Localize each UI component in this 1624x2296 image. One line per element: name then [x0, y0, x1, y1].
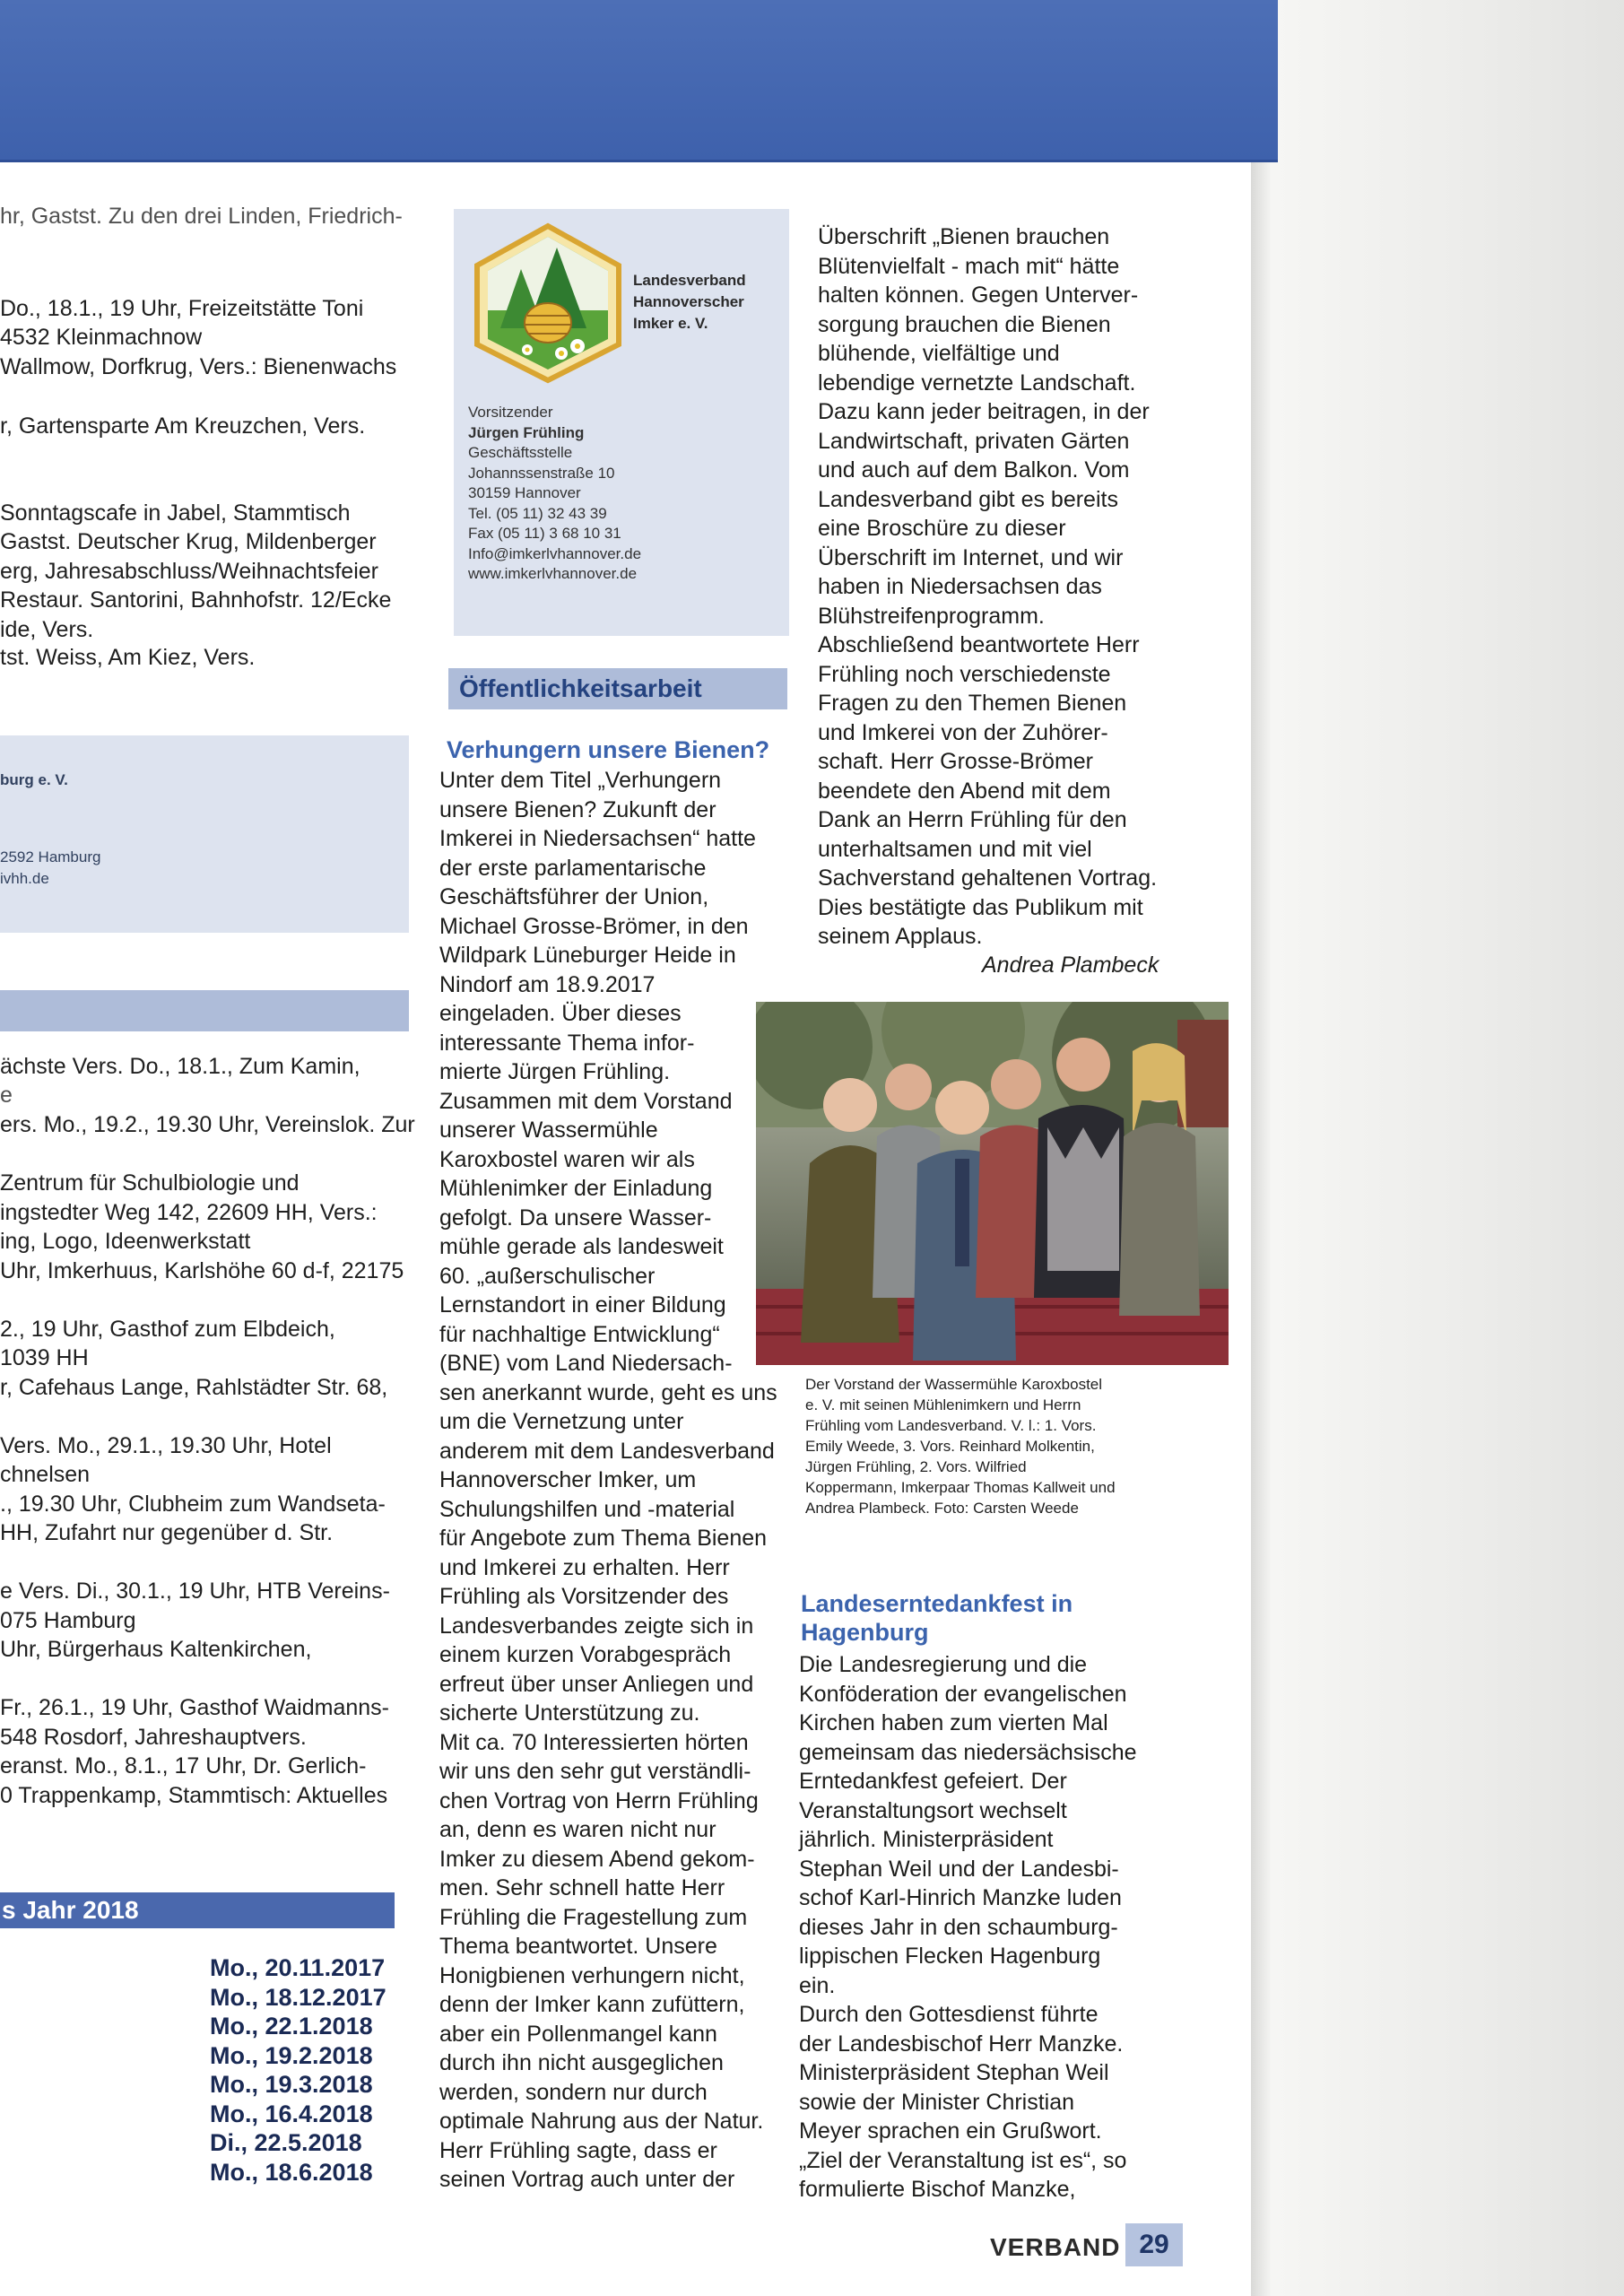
- section-bar: [0, 990, 409, 1031]
- body-line: halten können. Gegen Unterver-: [818, 283, 1139, 308]
- association-name: burg e. V.: [0, 771, 68, 788]
- address-line: 2592 Hamburg: [0, 848, 101, 865]
- body-line: und Imkerei zu erhalten. Herr: [439, 1554, 730, 1580]
- body-line: Mit ca. 70 Interessierten hörten: [439, 1729, 749, 1755]
- body-line: für Angebote zum Thema Bienen: [439, 1526, 768, 1551]
- association-info-box: [0, 735, 409, 933]
- page-number: 29: [1125, 2223, 1183, 2266]
- event-line: 548 Rosdorf, Jahreshauptvers.: [0, 1725, 307, 1750]
- article-body-col2: [818, 222, 1157, 952]
- body-line: 60. „außerschulischer: [439, 1263, 656, 1289]
- event-line: 0 Trappenkamp, Stammtisch: Aktuelles: [0, 1783, 388, 1808]
- body-line: lebendige vernetzte Landschaft.: [818, 370, 1136, 396]
- body-line: Landwirtschaft, privaten Gärten: [818, 428, 1130, 454]
- page-gutter-shadow: [1251, 0, 1624, 2296]
- body-line: Abschließend beantwortete Herr: [818, 632, 1140, 657]
- body-line: Landesverband gibt es bereits: [818, 486, 1118, 512]
- event-line: Uhr, Bürgerhaus Kaltenkirchen,: [0, 1637, 312, 1662]
- meeting-dates-list: [210, 1953, 398, 2187]
- event-line: Vers. Mo., 29.1., 19.30 Uhr, Hotel: [0, 1433, 332, 1458]
- body-line: Honigbienen verhungern nicht,: [439, 1962, 745, 1988]
- meeting-date: Mo., 16.4.2018: [210, 2100, 373, 2127]
- body-line: Ministerpräsident Stephan Weil: [799, 2060, 1109, 2085]
- section-header: [448, 668, 787, 709]
- year-schedule-bar: s Jahr 2018: [0, 1892, 395, 1928]
- meeting-date: Di., 22.5.2018: [210, 2129, 362, 2156]
- event-line: hr, Gastst. Zu den drei Linden, Friedrich-: [0, 204, 403, 229]
- event-line: ächste Vers. Do., 18.1., Zum Kamin,: [0, 1054, 360, 1079]
- article-title-line: Hagenburg: [801, 1619, 929, 1646]
- event-line: 075 Hamburg: [0, 1608, 136, 1633]
- body-line: „Ziel der Veranstaltung ist es“, so: [799, 2147, 1127, 2173]
- body-line: jährlich. Ministerpräsident: [799, 1827, 1054, 1852]
- address-line: ivhh.de: [0, 870, 49, 887]
- contact-line: Johannssenstraße 10: [468, 464, 615, 482]
- body-line: Hannoverscher Imker, um: [439, 1467, 697, 1492]
- body-line: Blühstreifenprogramm.: [818, 603, 1045, 629]
- event-line: 1039 HH: [0, 1345, 89, 1370]
- contact-role: Vorsitzender: [468, 404, 553, 421]
- contact-details: [468, 403, 641, 585]
- event-line: HH, Zufahrt nur gegenüber d. Str.: [0, 1520, 334, 1545]
- article-author: Andrea Plambeck: [982, 952, 1159, 978]
- contact-name: Jürgen Frühling: [468, 423, 585, 441]
- meeting-date: Mo., 19.2.2018: [210, 2041, 373, 2069]
- body-line: haben in Niedersachsen das: [818, 574, 1102, 599]
- body-line: Überschrift „Bienen brauchen: [818, 224, 1110, 249]
- body-line: mühle gerade als landesweit: [439, 1234, 724, 1259]
- body-line: Zusammen mit dem Vorstand: [439, 1088, 733, 1114]
- event-line: ers. Mo., 19.2., 19.30 Uhr, Vereinslok. Zur: [0, 1112, 415, 1137]
- caption-line: Frühling vom Landesverband. V. l.: 1. Vors.: [805, 1417, 1097, 1434]
- event-line: ingstedter Weg 142, 22609 HH, Vers.:: [0, 1200, 378, 1225]
- body-line: eingeladen. Über dieses: [439, 1001, 682, 1026]
- body-line: Blütenvielfalt - mach mit“ hätte: [818, 253, 1120, 279]
- event-line: chnelsen: [0, 1462, 91, 1487]
- body-line: Sachverstand gehaltenen Vortrag.: [818, 865, 1158, 891]
- body-line: Durch den Gottesdienst führte: [799, 2002, 1099, 2027]
- event-line: r, Cafehaus Lange, Rahlstädter Str. 68,: [0, 1375, 388, 1400]
- body-line: sen anerkannt wurde, geht es uns: [439, 1379, 777, 1405]
- body-line: der Landesbischof Herr Manzke.: [799, 2031, 1124, 2057]
- contact-line: 30159 Hannover: [468, 484, 581, 501]
- article-title: Verhungern unsere Bienen?: [447, 736, 770, 763]
- caption-line: Emily Weede, 3. Vors. Reinhard Molkentin,: [805, 1438, 1095, 1455]
- body-line: Veranstaltungsort wechselt: [799, 1797, 1067, 1823]
- caption-line: Andrea Plambeck. Foto: Carsten Weede: [805, 1500, 1079, 1517]
- body-line: Schulungshilfen und -material: [439, 1496, 735, 1522]
- event-line: e Vers. Di., 30.1., 19 Uhr, HTB Vereins-: [0, 1578, 390, 1604]
- contact-line: Geschäftsstelle: [468, 444, 573, 461]
- meeting-date: Mo., 18.12.2017: [210, 1983, 386, 2011]
- event-line: Sonntagscafe in Jabel, Stammtisch: [0, 500, 351, 526]
- body-line: aber ein Pollenmangel kann: [439, 2021, 717, 2047]
- event-line: Gastst. Deutscher Krug, Mildenberger: [0, 529, 377, 554]
- body-line: Erntedankfest gefeiert. Der: [799, 1769, 1067, 1794]
- body-line: seinem Applaus.: [818, 924, 983, 949]
- event-line: Zentrum für Schulbiologie und: [0, 1170, 300, 1196]
- org-name-line: Hannoverscher: [633, 293, 744, 310]
- event-line: tst. Weiss, Am Kiez, Vers.: [0, 645, 256, 670]
- meeting-date: Mo., 20.11.2017: [210, 1954, 386, 1981]
- group-photo: [756, 1002, 1229, 1365]
- body-line: schaft. Herr Grosse-Brömer: [818, 749, 1094, 774]
- body-line: Meyer sprachen ein Grußwort.: [799, 2118, 1102, 2144]
- event-line: erg, Jahresabschluss/Weihnachtsfeier: [0, 559, 378, 584]
- body-line: Dank an Herrn Frühling für den: [818, 807, 1127, 832]
- body-line: einem kurzen Vorabgespräch: [439, 1642, 732, 1667]
- section-label: VERBAND: [990, 2233, 1121, 2261]
- body-line: ein.: [799, 1972, 836, 1998]
- body-line: chen Vortrag von Herrn Frühling: [439, 1787, 759, 1813]
- beekeepers-logo-icon: [472, 222, 624, 384]
- body-line: denn der Imker kann zufüttern,: [439, 1992, 745, 2017]
- body-line: unsere Bienen? Zukunft der: [439, 796, 716, 822]
- article-title: [801, 1589, 1073, 1647]
- body-line: lippischen Flecken Hagenburg: [799, 1944, 1101, 1969]
- body-line: Karoxbostel waren wir als: [439, 1146, 695, 1172]
- body-line: Frühling noch verschiedenste: [818, 661, 1111, 687]
- body-line: Stephan Weil und der Landesbi-: [799, 1856, 1119, 1882]
- event-line: 2., 19 Uhr, Gasthof zum Elbdeich,: [0, 1317, 335, 1342]
- event-line: ing, Logo, Ideenwerkstatt: [0, 1229, 251, 1254]
- event-line: 4532 Kleinmachnow: [0, 325, 203, 350]
- body-line: Mühlenimker der Einladung: [439, 1176, 713, 1201]
- body-line: Landesverbandes zeigte sich in: [439, 1613, 754, 1639]
- page-edge: [1251, 0, 1271, 2296]
- body-line: und Imkerei von der Zuhörer-: [818, 719, 1108, 745]
- meeting-date: Mo., 18.6.2018: [210, 2158, 373, 2186]
- contact-box: [454, 209, 789, 636]
- body-line: um die Vernetzung unter: [439, 1409, 684, 1434]
- contact-website[interactable]: www.imkerlvhannover.de: [468, 565, 638, 582]
- caption-line: Jürgen Frühling, 2. Vors. Wilfried: [805, 1458, 1027, 1475]
- body-line: erfreut über unser Anliegen und: [439, 1671, 754, 1697]
- event-line: ., 19.30 Uhr, Clubheim zum Wandseta-: [0, 1492, 386, 1517]
- event-line: Fr., 26.1., 19 Uhr, Gasthof Waidmanns-: [0, 1695, 389, 1720]
- body-line: Überschrift im Internet, und wir: [818, 544, 1124, 570]
- body-line: schof Karl-Hinrich Manzke luden: [799, 1885, 1122, 1910]
- body-line: wir uns den sehr gut verständli-: [439, 1759, 751, 1784]
- body-line: formulierte Bischof Manzke,: [799, 2177, 1076, 2202]
- body-line: Herr Frühling sagte, dass er: [439, 2137, 717, 2163]
- body-line: Unter dem Titel „Verhungern: [439, 768, 722, 793]
- meeting-date: Mo., 19.3.2018: [210, 2071, 373, 2098]
- body-line: durch ihn nicht ausgeglichen: [439, 2050, 724, 2075]
- body-line: Kirchen haben zum vierten Mal: [799, 1710, 1108, 1735]
- body-line: der erste parlamentarische: [439, 855, 707, 881]
- body-line: Frühling als Vorsitzender des: [439, 1584, 729, 1609]
- header-color-band: [0, 0, 1278, 162]
- body-line: Thema beantwortet. Unsere: [439, 1934, 717, 1959]
- body-line: gefolgt. Da unsere Wasser-: [439, 1205, 712, 1231]
- body-line: Imker zu diesem Abend gekom-: [439, 1846, 755, 1872]
- article2-body: [799, 1650, 1137, 2205]
- event-line: r, Gartensparte Am Kreuzchen, Vers.: [0, 413, 366, 439]
- body-line: an, denn es waren nicht nur: [439, 1817, 716, 1842]
- org-name-line: Imker e. V.: [633, 315, 708, 332]
- body-line: Nindorf am 18.9.2017: [439, 971, 656, 997]
- article-title-line: Landeserntedankfest in: [801, 1590, 1073, 1617]
- photo-caption: [805, 1374, 1116, 1518]
- event-line: e: [0, 1083, 13, 1108]
- caption-line: Koppermann, Imkerpaar Thomas Kallweit und: [805, 1479, 1116, 1496]
- org-name-line: Landesverband: [633, 272, 746, 289]
- body-line: Frühling die Fragestellung zum: [439, 1904, 748, 1930]
- body-line: mierte Jürgen Frühling.: [439, 1059, 671, 1084]
- event-line: Do., 18.1., 19 Uhr, Freizeitstätte Toni: [0, 296, 364, 321]
- body-line: Dazu kann jeder beitragen, in der: [818, 399, 1150, 424]
- body-line: blühende, vielfältige und: [818, 341, 1060, 366]
- body-line: interessante Thema infor-: [439, 1030, 695, 1056]
- body-line: werden, sondern nur durch: [439, 2079, 708, 2105]
- body-line: seinen Vortrag auch unter der: [439, 2167, 735, 2192]
- body-line: für nachhaltige Entwicklung“: [439, 1321, 720, 1347]
- association-address: [0, 847, 100, 890]
- body-line: Wildpark Lüneburger Heide in: [439, 943, 736, 968]
- article-body-col1: [439, 766, 777, 2195]
- body-line: sowie der Minister Christian: [799, 2089, 1075, 2115]
- event-line: eranst. Mo., 8.1., 17 Uhr, Dr. Gerlich-: [0, 1753, 367, 1779]
- section-header-title: Öffentlichkeitsarbeit: [459, 674, 702, 702]
- caption-line: e. V. mit seinen Mühlenimkern und Herrn: [805, 1396, 1081, 1413]
- body-line: Geschäftsführer der Union,: [439, 884, 709, 909]
- body-line: unterhaltsamen und mit viel: [818, 836, 1092, 862]
- body-line: eine Broschüre zu dieser: [818, 516, 1066, 541]
- org-name: [633, 270, 746, 335]
- body-line: sicherte Unterstützung zu.: [439, 1700, 700, 1726]
- body-line: dieses Jahr in den schaumburg-: [799, 1914, 1118, 1940]
- body-line: sorgung brauchen die Bienen: [818, 311, 1111, 337]
- body-line: Lernstandort in einer Bildung: [439, 1292, 726, 1318]
- contact-fax: Fax (05 11) 3 68 10 31: [468, 525, 621, 542]
- event-line: Wallmow, Dorfkrug, Vers.: Bienenwachs: [0, 354, 397, 379]
- body-line: Die Landesregierung und die: [799, 1652, 1088, 1677]
- contact-phone: Tel. (05 11) 32 43 39: [468, 504, 607, 522]
- body-line: Michael Grosse-Brömer, in den: [439, 913, 749, 939]
- body-line: Imkerei in Niedersachsen“ hatte: [439, 826, 756, 851]
- body-line: men. Sehr schnell hatte Herr: [439, 1875, 725, 1900]
- body-line: Konföderation der evangelischen: [799, 1681, 1127, 1707]
- body-line: beendete den Abend mit dem: [818, 778, 1111, 804]
- contact-email[interactable]: Info@imkerlvhannover.de: [468, 544, 642, 562]
- meeting-date: Mo., 22.1.2018: [210, 2013, 373, 2039]
- body-line: unserer Wassermühle: [439, 1118, 658, 1143]
- body-line: gemeinsam das niedersächsische: [799, 1739, 1137, 1765]
- body-line: (BNE) vom Land Niedersach-: [439, 1351, 733, 1376]
- body-line: optimale Nahrung aus der Natur.: [439, 2109, 764, 2134]
- event-line: Uhr, Imkerhuus, Karlshöhe 60 d-f, 22175: [0, 1258, 404, 1283]
- caption-line: Der Vorstand der Wassermühle Karoxbostel: [805, 1376, 1103, 1393]
- body-line: anderem mit dem Landesverband: [439, 1438, 775, 1464]
- event-line: ide, Vers.: [0, 617, 94, 642]
- body-line: Fragen zu den Themen Bienen: [818, 691, 1127, 716]
- body-line: Dies bestätigte das Publikum mit: [818, 894, 1143, 920]
- event-line: Restaur. Santorini, Bahnhofstr. 12/Ecke: [0, 587, 392, 613]
- body-line: und auch auf dem Balkon. Vom: [818, 457, 1130, 483]
